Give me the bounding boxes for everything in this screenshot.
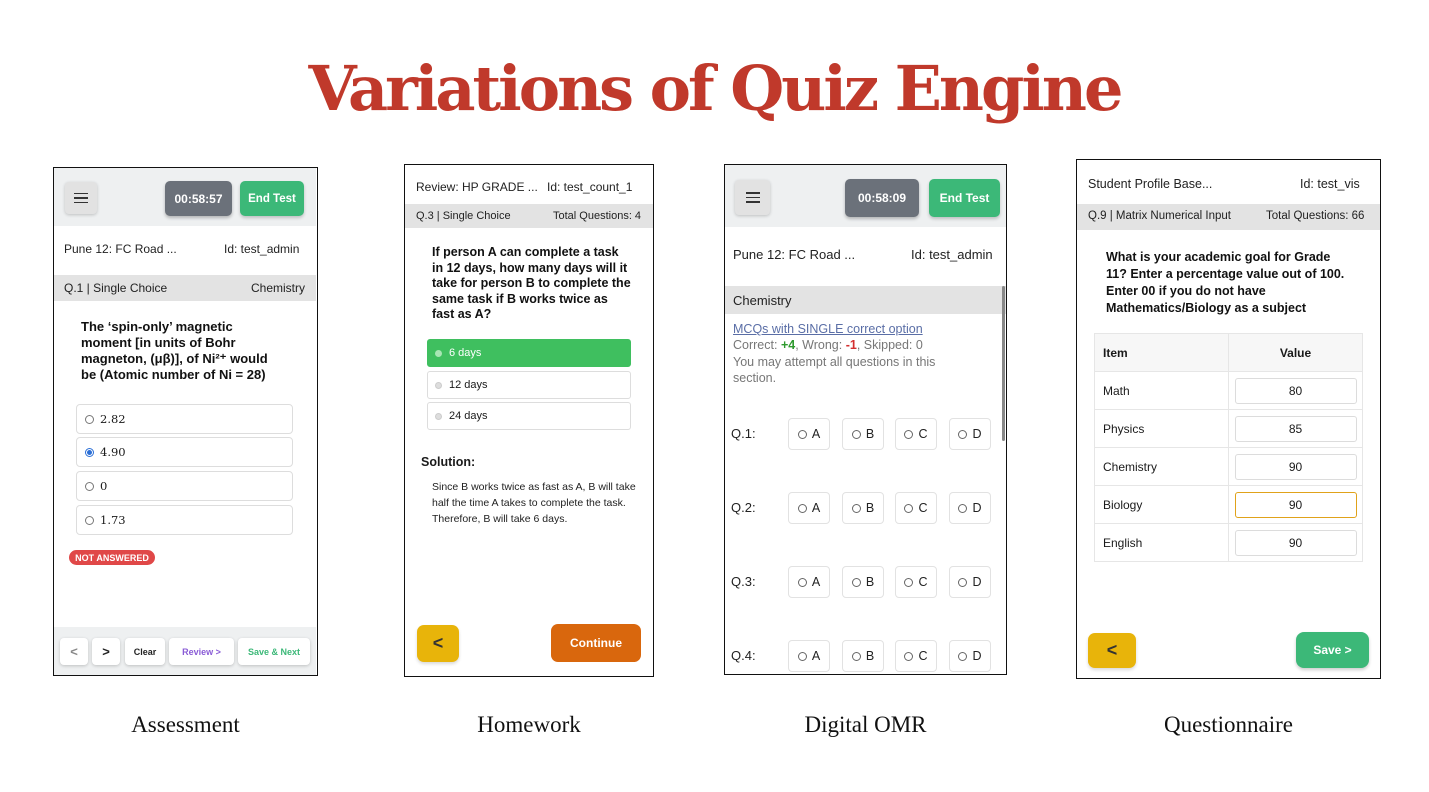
option-label: 12 days <box>449 379 488 391</box>
question-type: Q.3 | Single Choice <box>416 210 511 222</box>
clear-button[interactable]: Clear <box>125 638 165 665</box>
continue-button[interactable]: Continue <box>551 624 641 662</box>
value-input[interactable]: 90 <box>1235 530 1357 556</box>
radio-icon <box>852 652 861 661</box>
omr-option[interactable] <box>949 640 991 672</box>
correct-value: +4 <box>780 338 796 352</box>
option-letter: B <box>865 427 875 441</box>
option-letter: B <box>865 575 875 589</box>
end-test-button[interactable]: End Test <box>929 179 1000 217</box>
subject: Chemistry <box>251 281 306 295</box>
item-label: Physics <box>1095 410 1229 448</box>
user-id: Id: test_admin <box>911 247 993 262</box>
option-letter: B <box>865 501 875 515</box>
omr-option[interactable] <box>788 418 830 450</box>
option-label: 1.73 <box>100 513 126 527</box>
question-text: If person A can complete a task in 12 days, how many days will it take for person B to complete the same task if B works twice as fast as A? <box>432 245 631 321</box>
option-letter: C <box>918 427 928 441</box>
caption-homework: Homework <box>477 712 581 737</box>
radio-icon <box>904 652 913 661</box>
option-letter: D <box>972 501 982 515</box>
omr-option[interactable] <box>949 492 991 524</box>
save-next-button[interactable]: Save & Next <box>238 638 310 665</box>
wrong-value: -1 <box>845 338 857 352</box>
homework-screen <box>404 164 654 677</box>
option-letter: D <box>972 649 982 663</box>
item-label: English <box>1095 524 1229 562</box>
omr-question-label: Q.4: <box>731 648 756 663</box>
omr-question-label: Q.3: <box>731 574 756 589</box>
review-title: Review: HP GRADE ... <box>416 180 538 194</box>
option-letter: A <box>811 575 821 589</box>
option-letter: C <box>918 575 928 589</box>
value-input[interactable]: 90 <box>1235 492 1357 518</box>
caption-omr: Digital OMR <box>804 712 927 737</box>
item-label: Chemistry <box>1095 448 1229 486</box>
solution-label: Solution: <box>421 455 476 469</box>
value-cell <box>1229 410 1363 448</box>
table-row <box>1095 410 1363 448</box>
timer: 00:58:09 <box>845 179 919 217</box>
option-label: 2.82 <box>100 412 126 426</box>
menu-button[interactable] <box>735 180 770 215</box>
questionnaire-screen <box>1076 159 1381 679</box>
menu-button[interactable] <box>65 182 97 214</box>
radio-icon <box>958 504 967 513</box>
omr-option[interactable] <box>788 566 830 598</box>
table-header <box>1095 334 1363 372</box>
omr-option[interactable] <box>842 492 884 524</box>
option-label: 6 days <box>449 347 482 359</box>
omr-option[interactable] <box>842 640 884 672</box>
omr-option[interactable] <box>895 492 937 524</box>
radio-icon <box>904 430 913 439</box>
omr-option[interactable] <box>895 640 937 672</box>
omr-option[interactable] <box>842 566 884 598</box>
value-cell <box>1229 448 1363 486</box>
col-item-header: Item <box>1095 334 1229 372</box>
omr-question-label: Q.1: <box>731 426 756 441</box>
option-letter: A <box>811 501 821 515</box>
back-button[interactable]: < <box>1088 633 1136 668</box>
option-letter: B <box>865 649 875 663</box>
hamburger-icon <box>74 193 88 204</box>
timer: 00:58:57 <box>165 181 232 216</box>
question-type: Q.9 | Matrix Numerical Input <box>1088 210 1231 222</box>
center-name: Pune 12: FC Road ... <box>64 242 177 256</box>
skipped-text: , Skipped: 0 <box>856 338 923 352</box>
option-1[interactable] <box>76 404 293 434</box>
review-button[interactable]: Review > <box>169 638 234 665</box>
back-button[interactable]: < <box>417 625 459 662</box>
option-letter: A <box>811 427 821 441</box>
next-button[interactable]: > <box>92 638 120 665</box>
scrollbar[interactable] <box>1002 286 1005 441</box>
section-name: Chemistry <box>733 293 792 308</box>
table-row <box>1095 486 1363 524</box>
table-row <box>1095 524 1363 562</box>
table-row <box>1095 372 1363 410</box>
assessment-screen <box>53 167 318 676</box>
radio-icon <box>904 578 913 587</box>
test-id: Id: test_vis <box>1300 177 1360 191</box>
radio-icon <box>904 504 913 513</box>
omr-option[interactable] <box>842 418 884 450</box>
status-badge: NOT ANSWERED <box>69 550 155 565</box>
option-letter: D <box>972 427 982 441</box>
radio-icon <box>798 578 807 587</box>
radio-selected-icon <box>435 350 442 357</box>
radio-icon <box>85 415 94 424</box>
radio-icon <box>85 482 94 491</box>
value-input[interactable]: 80 <box>1235 378 1357 404</box>
radio-icon <box>85 516 94 525</box>
omr-option[interactable] <box>788 640 830 672</box>
option-2[interactable] <box>76 437 293 467</box>
option-letter: A <box>811 649 821 663</box>
question-bar <box>54 275 316 301</box>
radio-icon <box>852 578 861 587</box>
radio-icon <box>435 382 442 389</box>
option-label: 4.90 <box>100 445 126 459</box>
question-bar <box>405 204 653 228</box>
value-cell <box>1229 486 1363 524</box>
option-1[interactable] <box>427 339 631 367</box>
radio-icon <box>435 413 442 420</box>
total-questions: Total Questions: 4 <box>553 210 642 222</box>
radio-icon <box>852 430 861 439</box>
test-id: Id: test_count_1 <box>547 180 633 194</box>
omr-option[interactable] <box>788 492 830 524</box>
profile-name: Student Profile Base... <box>1088 177 1213 191</box>
item-label: Biology <box>1095 486 1229 524</box>
value-cell <box>1229 372 1363 410</box>
omr-screen <box>724 164 1007 675</box>
section-bar <box>725 286 1006 314</box>
save-button[interactable]: Save > <box>1296 632 1369 668</box>
table-row <box>1095 448 1363 486</box>
radio-icon <box>958 652 967 661</box>
page-title: Variations of Quiz Engine <box>308 52 1121 125</box>
option-3[interactable] <box>427 402 631 430</box>
omr-option[interactable] <box>895 418 937 450</box>
option-letter: C <box>918 649 928 663</box>
caption-assessment: Assessment <box>131 712 240 737</box>
option-label: 0 <box>100 479 108 493</box>
option-3[interactable] <box>76 471 293 501</box>
matrix-table <box>1094 333 1363 562</box>
wrong-label: , Wrong: <box>795 338 846 352</box>
value-input[interactable]: 85 <box>1235 416 1357 442</box>
total-questions: Total Questions: 66 <box>1266 210 1365 222</box>
radio-icon <box>798 430 807 439</box>
solution-text: Since B works twice as fast as A, B will take half the time A takes to complete the task. Therefore, B will take 6 days. <box>432 481 636 525</box>
option-4[interactable] <box>76 505 293 535</box>
prev-button[interactable]: < <box>60 638 88 665</box>
caption-questionnaire: Questionnaire <box>1163 712 1293 737</box>
omr-question-label: Q.2: <box>731 500 756 515</box>
instruction-link[interactable]: MCQs with SINGLE correct option <box>733 322 923 336</box>
question-bar <box>1077 204 1380 230</box>
section-note: You may attempt all questions in this section. <box>733 355 936 385</box>
item-label: Math <box>1095 372 1229 410</box>
radio-selected-icon <box>85 448 94 457</box>
end-test-button[interactable]: End Test <box>240 181 304 216</box>
correct-label: Correct: <box>733 338 781 352</box>
hamburger-icon <box>746 192 760 203</box>
user-id: Id: test_admin <box>224 242 300 256</box>
omr-option[interactable] <box>949 566 991 598</box>
question-type: Q.1 | Single Choice <box>64 281 168 295</box>
value-input[interactable]: 90 <box>1235 454 1357 480</box>
question-text: The ‘spin-only’ magnetic moment [in units of Bohr magneton, (μβ)], of Ni²⁺ would be (Atomic number of Ni = 28) <box>81 319 268 382</box>
option-letter: C <box>918 501 928 515</box>
radio-icon <box>798 504 807 513</box>
radio-icon <box>852 504 861 513</box>
option-2[interactable] <box>427 371 631 399</box>
radio-icon <box>798 652 807 661</box>
omr-option[interactable] <box>949 418 991 450</box>
option-letter: D <box>972 575 982 589</box>
question-text: What is your academic goal for Grade 11? Enter a percentage value out of 100. Enter 00 if you do not have Mathematics/Biology as a subject <box>1106 250 1345 315</box>
option-label: 24 days <box>449 410 488 422</box>
center-name: Pune 12: FC Road ... <box>733 247 856 262</box>
marking-scheme <box>733 338 923 352</box>
omr-option[interactable] <box>895 566 937 598</box>
radio-icon <box>958 578 967 587</box>
value-cell <box>1229 524 1363 562</box>
radio-icon <box>958 430 967 439</box>
col-value-header: Value <box>1229 334 1363 372</box>
